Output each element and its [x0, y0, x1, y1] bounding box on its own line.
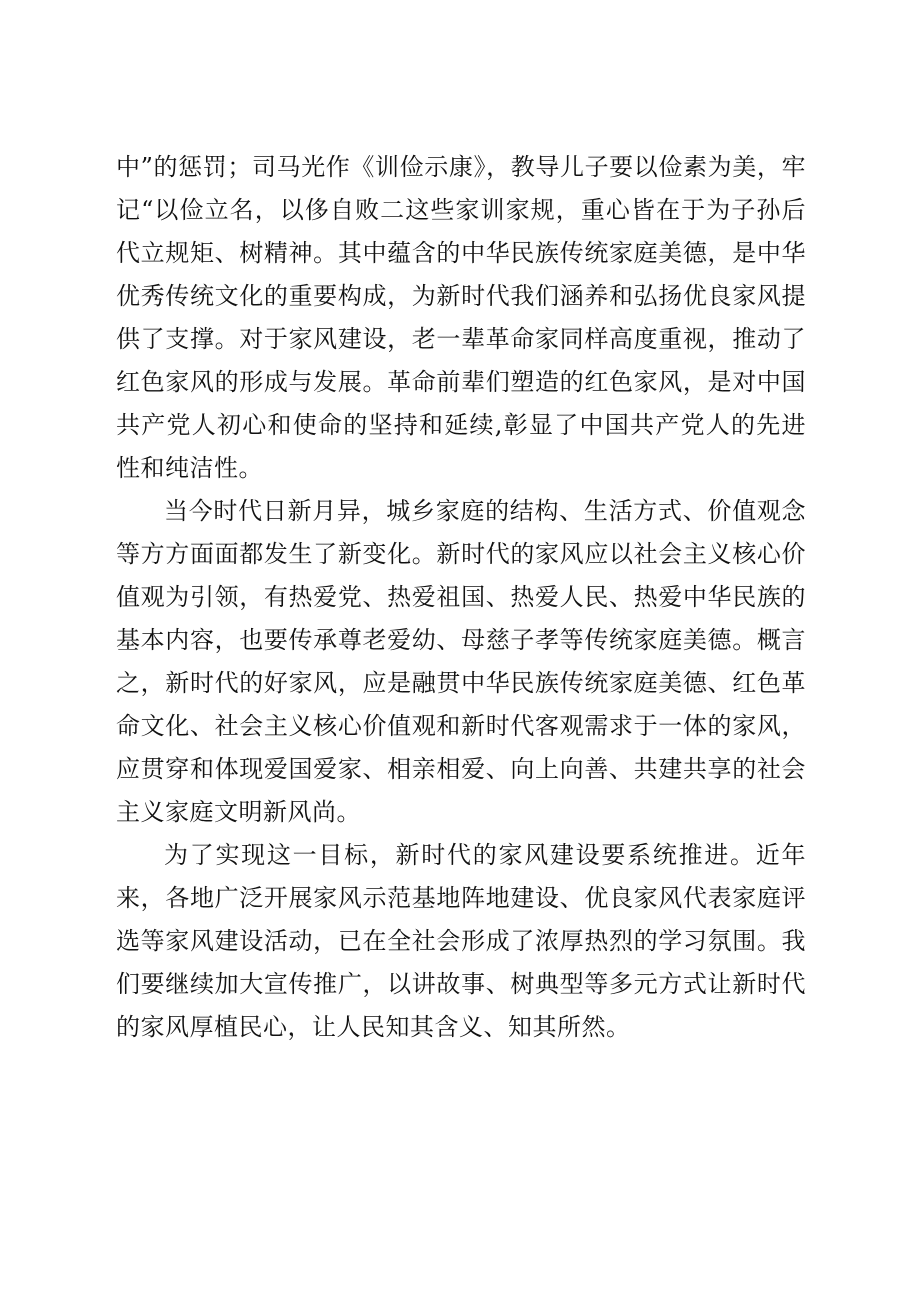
body-text	[116, 146, 806, 1049]
paragraph-2: 当今时代日新月异，城乡家庭的结构、生活方式、价值观念等方方面面都发生了新变化。新时代的家风应以社会主义核心价值观为引领，有热爱党、热爱祖国、热爱人民、热爱中华民族的基本内容，也要传承尊老爱幼、母慈子孝等传统家庭美德。概言之，新时代的好家风，应是融贯中华民族传统家庭美德、红色革命文化、社会主义核心价值观和新时代客观需求于一体的家风，应贯穿和体现爱国爱家、相亲相爱、向上向善、共建共享的社会主义家庭文明新风尚。	[116, 497, 806, 826]
paragraph-3: 为了实现这一目标，新时代的家风建设要系统推进。近年来，各地广泛开展家风示范基地阵地建设、优良家风代表家庭评选等家风建设活动，已在全社会形成了浓厚热烈的学习氛围。我们要继续加大宣传推广，以讲故事、树典型等多元方式让新时代的家风厚植民心，让人民知其含义、知其所然。	[116, 841, 806, 1041]
paragraph-1: 中”的惩罚；司马光作《训俭示康》，教导儿子要以俭素为美，牢记“以俭立名，以侈自败二这些家训家规，重心皆在于为子孙后代立规矩、树精神。其中蕴含的中华民族传统家庭美德，是中华优秀传统文化的重要构成，为新时代我们涵养和弘扬优良家风提供了支撑。对于家风建设，老一辈革命家同样高度重视，推动了红色家风的形成与发展。革命前辈们塑造的红色家风，是对中国共产党人初心和使命的坚持和延续,彰显了中国共产党人的先进性和纯洁性。	[116, 153, 806, 482]
